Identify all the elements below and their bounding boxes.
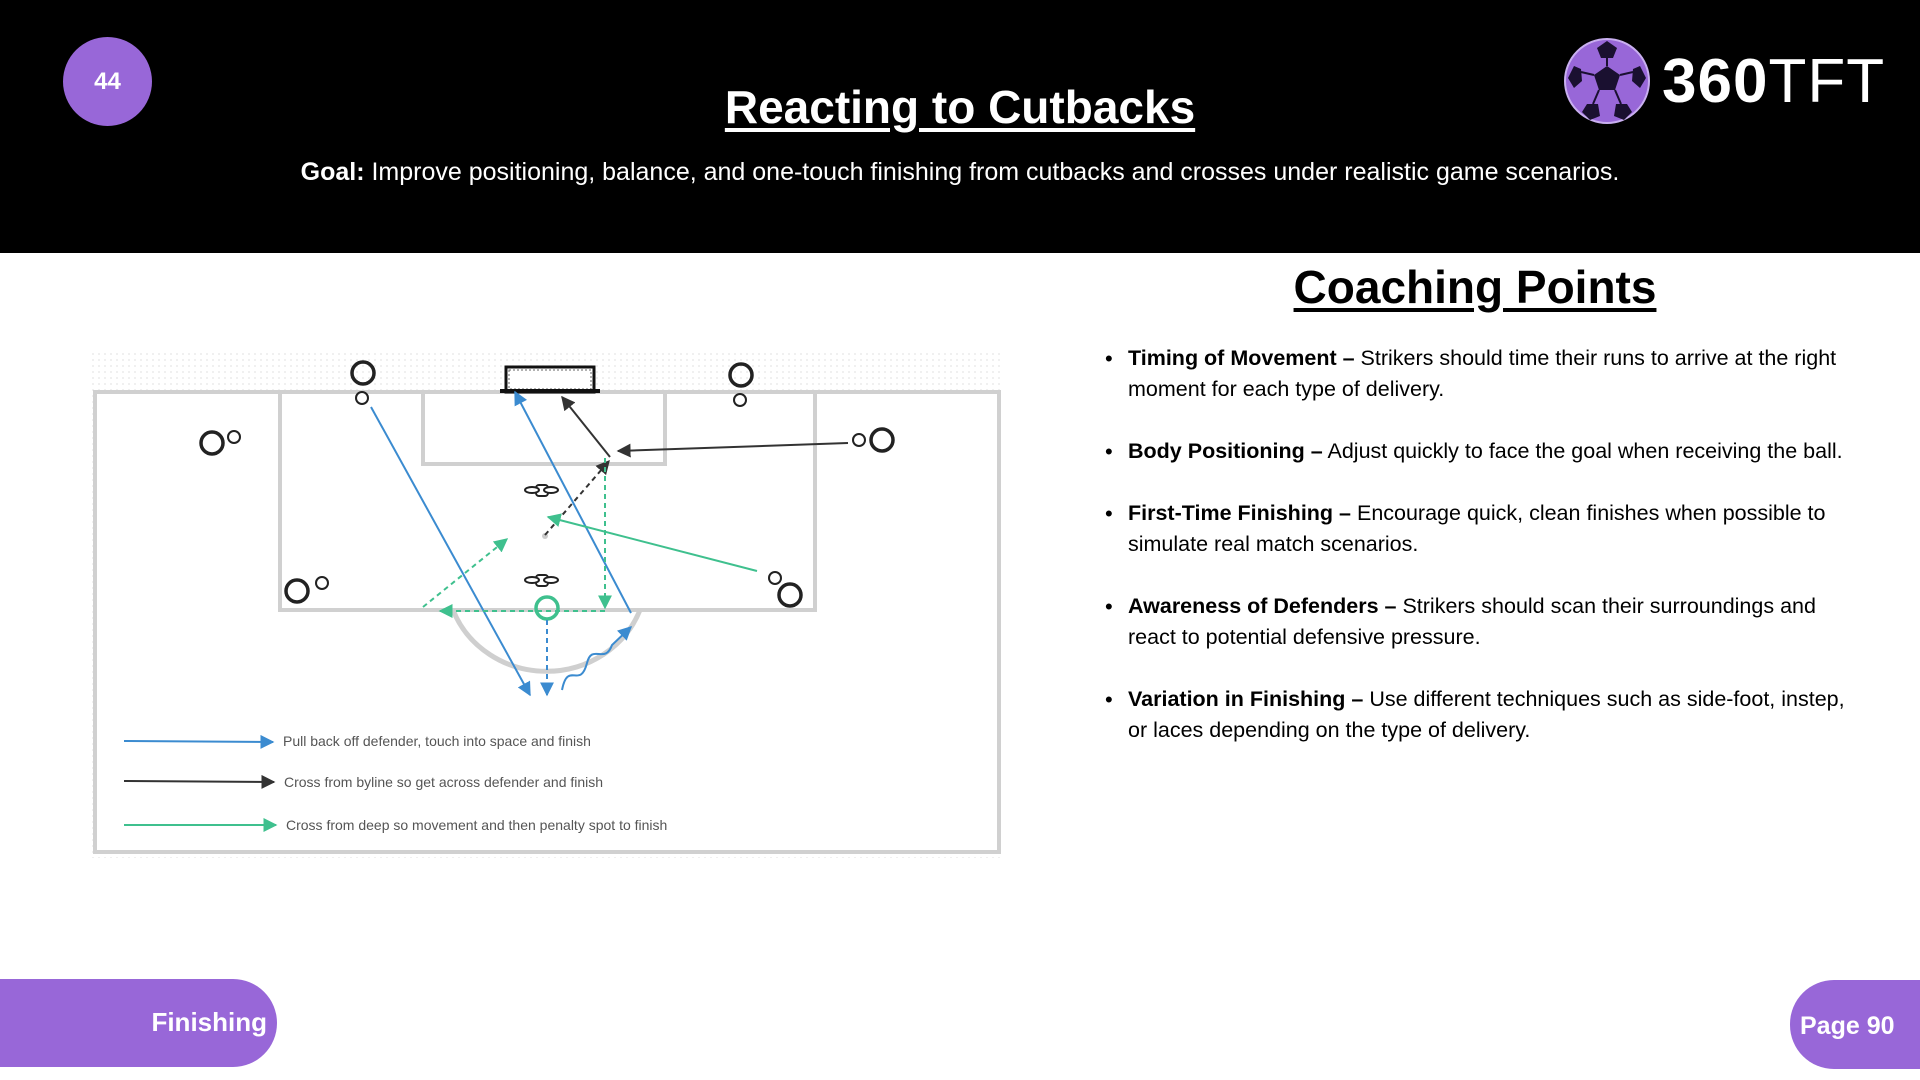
- header-bar: [0, 0, 1920, 253]
- coaching-point: • Awareness of Defenders – Strikers should scan their surroundings and react to potential defensive pressure.: [1107, 591, 1867, 653]
- page-title: Reacting to Cutbacks: [724, 81, 1196, 133]
- coaching-point: • Timing of Movement – Strikers should time their runs to arrive at the right moment for each type of delivery.: [1107, 343, 1867, 405]
- logo-wordmark: 360TFT: [1662, 47, 1886, 116]
- page-number-tab: [1790, 980, 1920, 1069]
- brand-logo: [1562, 36, 1892, 126]
- coaching-points-list: [1107, 343, 1867, 777]
- page-number: Page 90: [1800, 1012, 1895, 1040]
- drill-diagram: [90, 345, 1002, 860]
- legend-item-blue: Pull back off defender, touch into space and finish: [283, 733, 591, 749]
- soccer-ball-icon: [1562, 36, 1652, 126]
- legend-item-green: Cross from deep so movement and then penalty spot to finish: [286, 817, 668, 833]
- goal-description: Improve positioning, balance, and one-touch finishing from cutbacks and crosses under realistic game scenarios.: [364, 158, 1620, 186]
- coaching-points-title: Coaching Points: [1293, 261, 1657, 313]
- legend-item-black: Cross from byline so get across defender and finish: [284, 774, 604, 790]
- slide-number-badge: 44: [63, 37, 152, 126]
- coaching-point: • First-Time Finishing – Encourage quick, clean finishes when possible to simulate real match scenarios.: [1107, 498, 1867, 560]
- coaching-point: • Variation in Finishing – Use different techniques such as side-foot, instep, or laces depending on the type of delivery.: [1107, 684, 1867, 746]
- section-tab[interactable]: [0, 979, 277, 1067]
- section-label: Finishing: [151, 1007, 267, 1037]
- goal-label: Goal:: [300, 158, 365, 186]
- goal-text: [0, 158, 1920, 187]
- coaching-point: • Body Positioning – Adjust quickly to face the goal when receiving the ball.: [1107, 436, 1867, 467]
- goal-icon: [500, 367, 600, 392]
